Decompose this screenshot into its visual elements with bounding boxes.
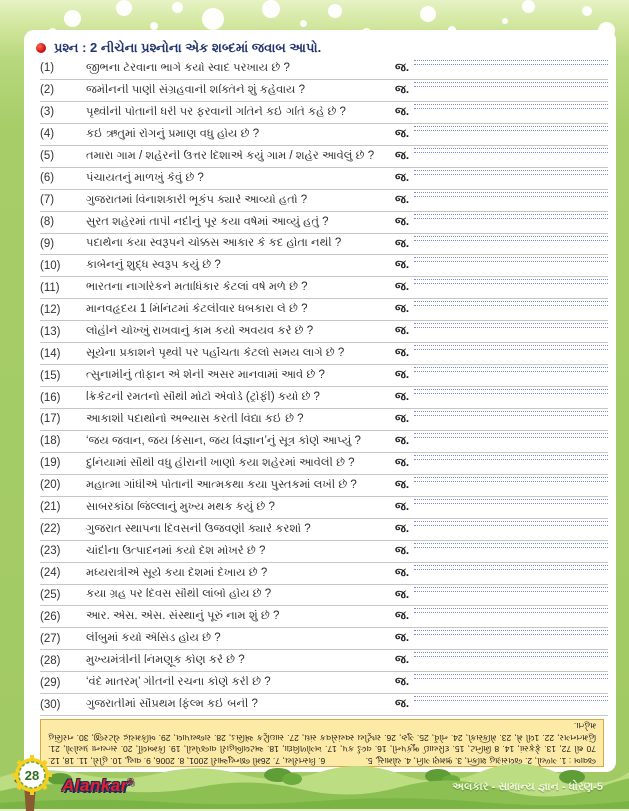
bubble-decoration: [172, 2, 183, 13]
bubble-decoration: [64, 10, 81, 27]
question-text: કાર્બનનું શુદ્ધ સ્વરૂપ કયું છે ?: [86, 259, 221, 272]
answer-prefix: જ.: [395, 434, 410, 447]
answer-blank-line: [414, 301, 608, 306]
question-number: (19): [40, 457, 61, 470]
answer-blank-line: [414, 652, 608, 657]
answer-blank-line: [414, 411, 608, 416]
book-title: અલંકાર - સામાન્ય જ્ઞાન - ધોરણ-5: [452, 781, 603, 793]
question-number: (13): [40, 325, 61, 338]
answer-prefix: જ.: [395, 369, 410, 382]
question-row: [40, 541, 608, 563]
question-text: સાબરકાંઠા જિલ્લાનું મુખ્ય મથક કયું છે ?: [86, 500, 275, 513]
question-row: [40, 255, 608, 277]
question-row: [40, 387, 608, 409]
question-section-header: [24, 30, 616, 59]
answer-prefix: જ.: [395, 193, 410, 206]
question-row: [40, 168, 608, 190]
answer-key-box: [40, 719, 604, 767]
question-row: [40, 431, 608, 453]
answer-prefix: જ.: [395, 566, 410, 579]
question-text: ભારતના નાગરિકને મતાધિકાર કેટલાં વર્ષે મળે છે ?: [86, 281, 308, 294]
question-number: (6): [40, 172, 55, 185]
answer-blank-line: [414, 433, 608, 438]
bubble-decoration: [420, 6, 436, 22]
answer-prefix: જ.: [395, 149, 410, 162]
bubble-decoration: [522, 0, 535, 13]
question-row: [40, 124, 608, 146]
bubble-decoration: [116, 0, 132, 16]
answer-prefix: જ.: [395, 105, 410, 118]
answer-prefix: જ.: [395, 500, 410, 513]
question-row: [40, 365, 608, 387]
question-row: [40, 277, 608, 299]
question-number: (28): [40, 654, 61, 667]
red-bullet-icon: [36, 43, 46, 53]
answer-blank-line: [414, 565, 608, 570]
bubble-decoration: [300, 20, 307, 27]
answer-prefix: જ.: [395, 632, 410, 645]
answer-blank-line: [414, 499, 608, 504]
answer-blank-line: [414, 543, 608, 548]
question-number: (14): [40, 347, 61, 360]
question-number: (4): [40, 128, 55, 141]
bubble-decoration: [262, 0, 280, 18]
question-row: [40, 190, 608, 212]
answer-blank-line: [414, 345, 608, 350]
answer-blank-line: [414, 214, 608, 219]
question-text: ચાંદીના ઉત્પાદનમાં કયો દેશ મોખરે છે ?: [86, 544, 266, 557]
question-row: [40, 475, 608, 497]
answer-prefix: જ.: [395, 698, 410, 711]
answer-prefix: જ.: [395, 325, 410, 338]
question-text: ગુજરાતીમાં સૌપ્રથમ ફિલ્મ કઈ બની ?: [86, 698, 258, 711]
question-number: (20): [40, 479, 61, 492]
answer-prefix: જ.: [395, 391, 410, 404]
answer-prefix: જ.: [395, 522, 410, 535]
answer-blank-line: [414, 170, 608, 175]
question-number: (1): [40, 62, 55, 75]
question-text: જીભના ટેરવાના ભાગે કયો સ્વાદ પરખાય છે ?: [86, 61, 290, 74]
answer-blank-line: [414, 477, 608, 482]
question-number: (11): [40, 281, 60, 294]
question-text: લીંબુમાં કયો ઍસિડ હોય છે ?: [86, 632, 221, 645]
answer-prefix: જ.: [395, 281, 410, 294]
question-text: માનવહૃદય 1 મિનિટમાં કેટલીવાર ધબકારા લે છે ?: [86, 303, 308, 316]
answer-prefix: જ.: [395, 259, 410, 272]
question-text: પંચાયતનું માળખું કેવું છે ?: [86, 171, 204, 184]
answer-blank-line: [414, 608, 608, 613]
question-number: (7): [40, 194, 55, 207]
answer-blank-line: [414, 323, 608, 328]
question-text: જમીનની પાણી સંગ્રહવાની શક્તિને શું કહેવાય ?: [86, 83, 306, 96]
question-number: (5): [40, 150, 55, 163]
answer-prefix: જ.: [395, 588, 410, 601]
answer-blank-line: [414, 367, 608, 372]
question-number: (23): [40, 545, 61, 558]
question-row: [40, 650, 608, 672]
answer-prefix: જ.: [395, 83, 410, 96]
question-text: કઈ ઋતુમાં રોગનું પ્રમાણ વધુ હોય છે ?: [86, 127, 260, 140]
question-text: પૃથ્વીની પોતાની ધરી પર ફરવાની ગતિને કઈ ગતિ કહે છે ?: [86, 105, 346, 118]
bubble-decoration: [328, 4, 342, 18]
answer-key-text-upside-down: જવાબ : 1. ગળ્યો, 2. જલસંગ્રહ શક્તિ, 3. ભ્રમણ ગતિ, 4. ચોમાસું, 5. 6. ત્રિસ્તરીય, 7. 26મી જાન્યુઆરી 2001, 8. 2006, 9. વાયુ, 10. હીરો, 11. 18, 12. 70 થી 72, 13. ફેફસાં, 14. 8 મિનિટ, 15. દરિયાઈ ભૂકંપની, 16. વર્લ્ડ કપ, 17. ખગોળવિદ્યા, 18. અટલબિહારી વાજપેયી, 19. કિમ્બર્લી, 20. સત્યના પ્રયોગો, 21. હિંમતનગર, 22. 1લી મે, 23. મેક્સિકો, 24. નોર્વે, 25. ગુરુ, 26. રાષ્ટ્રીય સ્વયંસેવક સંઘ, 27. સાઇટ્રિક ઍસિડ, 28. રાજ્યપાલ, 29. બંકિમચંદ્ર ચેટરજી, 30. નરસિંહ મહેતા.: [48, 721, 596, 766]
question-row: [40, 321, 608, 343]
answer-prefix: જ.: [395, 456, 410, 469]
question-row: [40, 497, 608, 519]
question-row: [40, 563, 608, 585]
question-text: મધ્યરાત્રીએ સૂર્ય કયા દેશમાં દેખાય છે ?: [86, 566, 268, 579]
registered-mark-icon: ®: [127, 779, 134, 787]
answer-blank-line: [414, 104, 608, 109]
question-number: (29): [40, 676, 61, 689]
answer-prefix: જ.: [395, 62, 410, 74]
question-row: [40, 519, 608, 541]
bubble-decoration: [202, 8, 224, 30]
answer-prefix: જ.: [395, 303, 410, 316]
answer-blank-line: [414, 60, 608, 65]
answer-prefix: જ.: [395, 676, 410, 689]
question-row: [40, 628, 608, 650]
alankar-logo: [62, 776, 134, 796]
logo-text: Alankar: [62, 776, 128, 795]
answer-blank-line: [414, 521, 608, 526]
question-number: (9): [40, 237, 55, 250]
question-row: [40, 234, 608, 256]
question-number: (10): [40, 259, 61, 272]
answer-prefix: જ.: [395, 171, 410, 184]
answer-blank-line: [414, 455, 608, 460]
answer-blank-line: [414, 696, 608, 701]
page-number-badge: [2, 755, 62, 811]
question-row: [40, 343, 608, 365]
question-text: સુરત શહેરમાં તાપી નદીનું પૂર કયા વર્ષમાં આવ્યું હતું ?: [86, 215, 329, 228]
question-text: ગુજરાત સ્થાપના દિવસની ઉજવણી ક્યારે કરશો ?: [86, 522, 311, 535]
question-number: (21): [40, 501, 61, 514]
question-row: [40, 58, 608, 80]
question-number: (8): [40, 216, 55, 229]
question-row: [40, 102, 608, 124]
answer-blank-line: [414, 236, 608, 241]
answer-prefix: જ.: [395, 610, 410, 623]
answer-prefix: જ.: [395, 478, 410, 491]
answer-blank-line: [414, 192, 608, 197]
question-text: મહાત્મા ગાંધીએ પોતાની આત્મકથા કયા પુસ્તકમાં લખી છે ?: [86, 478, 357, 491]
question-number: (30): [40, 698, 61, 711]
bubble-decoration: [502, 18, 508, 24]
answer-blank-line: [414, 587, 608, 592]
answer-prefix: જ.: [395, 544, 410, 557]
question-text: પદાર્થના કયા સ્વરૂપને ચોક્કસ આકાર કે કદ હોતા નથી ?: [86, 237, 342, 250]
page-footer: [0, 761, 629, 809]
answer-blank-line: [414, 279, 608, 284]
question-number: (24): [40, 567, 61, 580]
question-row: [40, 146, 608, 168]
answer-blank-line: [414, 674, 608, 679]
question-text: ગુજરાતમાં વિનાશકારી ભૂકંપ ક્યારે આવ્યો હતો ?: [86, 193, 308, 206]
bubble-decoration: [150, 22, 158, 30]
question-number: (3): [40, 106, 55, 119]
question-row: [40, 606, 608, 628]
answer-blank-line: [414, 630, 608, 635]
content-card: [24, 30, 616, 772]
question-number: (27): [40, 632, 61, 645]
answer-blank-line: [414, 126, 608, 131]
question-number: (25): [40, 588, 61, 601]
answer-blank-line: [414, 148, 608, 153]
section-title: પ્રશ્ન : 2 નીચેના પ્રશ્નોના એક શબ્દમાં જવાબ આપો.: [54, 40, 322, 55]
question-text: આર. એસ. એસ. સંસ્થાનું પૂરું નામ શું છે ?: [86, 610, 280, 623]
question-row: [40, 585, 608, 607]
bubble-decoration: [582, 6, 592, 16]
answer-prefix: જ.: [395, 654, 410, 667]
question-text: દુનિયામાં સૌથી વધુ હીરાની ખાણો કયા શહેરમાં આવેલી છે ?: [86, 456, 355, 469]
question-text: ‘વંદે માતરમ્’ ગીતની રચના કોણે કરી છે ?: [86, 676, 271, 689]
answer-prefix: જ.: [395, 215, 410, 228]
answer-blank-line: [414, 257, 608, 262]
question-text: ‘જય જવાન, જય કિસાન, જય વિજ્ઞાન’નું સૂત્ર કોણે આપ્યું ?: [86, 434, 361, 447]
question-row: [40, 212, 608, 234]
question-text: આકાશી પદાર્થોનો અભ્યાસ કરતી વિદ્યા કઈ છે ?: [86, 412, 304, 425]
question-row: [40, 409, 608, 431]
question-number: (15): [40, 369, 61, 382]
question-text: ક્રિકેટની રમતનો સૌથી મોટો એવોર્ડ (ટ્રોફી) કયો છે ?: [86, 391, 320, 404]
question-row: [40, 453, 608, 475]
page-number: 28: [24, 768, 40, 783]
question-row: [40, 80, 608, 102]
question-number: (2): [40, 84, 55, 97]
question-list: [40, 58, 608, 716]
answer-prefix: જ.: [395, 347, 410, 360]
question-number: (22): [40, 523, 61, 536]
question-number: (26): [40, 610, 61, 623]
question-row: [40, 299, 608, 321]
question-number: (18): [40, 435, 61, 448]
question-number: (12): [40, 303, 61, 316]
answer-prefix: જ.: [395, 237, 410, 250]
answer-blank-line: [414, 389, 608, 394]
question-number: (17): [40, 413, 61, 426]
question-text: લોહીને ચોખ્ખું રાખવાનું કામ કયો અવયવ કરે છે ?: [86, 325, 314, 338]
question-row: [40, 672, 608, 694]
question-text: મુખ્યમંત્રીની નિમણૂક કોણ કરે છે ?: [86, 654, 245, 667]
question-text: કયા ગ્રહ પર દિવસ સૌથી લાંબો હોય છે ?: [86, 588, 272, 601]
question-number: (16): [40, 391, 61, 404]
question-text: સૂર્યના પ્રકાશને પૃથ્વી પર પહોંચતા કેટલો સમય લાગે છે ?: [86, 347, 345, 360]
answer-blank-line: [414, 82, 608, 87]
question-row: [40, 694, 608, 716]
answer-prefix: જ.: [395, 413, 410, 425]
question-text: તમારા ગામ / શહેરની ઉત્તર દિશાએ કયું ગામ / શહેર આવેલું છે ?: [86, 149, 375, 162]
question-text: ત્સુનામીનું તોફાન એ શેની અસર માનવામાં આવે છે ?: [86, 369, 325, 382]
answer-prefix: જ.: [395, 127, 410, 140]
